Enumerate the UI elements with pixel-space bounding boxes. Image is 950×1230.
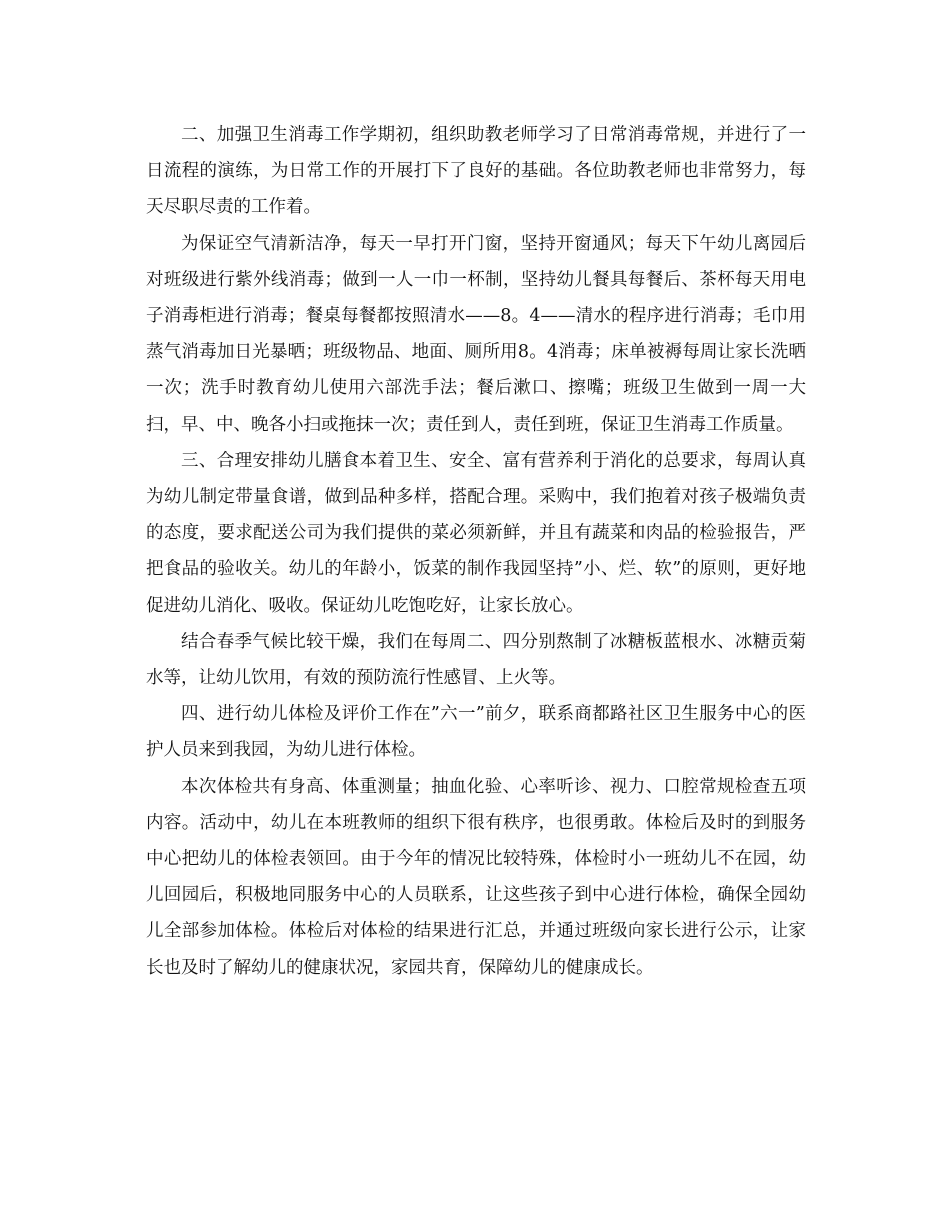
- document-body: [146, 117, 806, 986]
- paragraph-meal-arrangement: 三、合理安排幼儿膳食本着卫生、安全、富有营养利于消化的总要求，每周认真为幼儿制定带量食谱，做到品种多样，搭配合理。采购中，我们抱着对孩子极端负责的态度，要求配送公司为我们提供的菜必须新鲜，并且有蔬菜和肉品的检验报告，严把食品的验收关。幼儿的年龄小，饭菜的制作我园坚持”小、烂、软”的原则，更好地促进幼儿消化、吸收。保证幼儿吃饱吃好，让家长放心。: [146, 450, 806, 616]
- paragraph-spring-drinks: 结合春季气候比较干燥，我们在每周二、四分别熬制了冰糖板蓝根水、冰糖贡菊水等，让幼儿饮用，有效的预防流行性感冒、上火等。: [146, 631, 806, 689]
- paragraph-health-check-details: 本次体检共有身高、体重测量；抽血化验、心率听诊、视力、口腔常规检查五项内容。活动中，幼儿在本班教师的组织下很有秩序，也很勇敢。体检后及时的到服务中心把幼儿的体检表领回。由于今年的情况比较特殊，体检时小一班幼儿不在园，幼儿回园后，积极地同服务中心的人员联系，让这些孩子到中心进行体检，确保全园幼儿全部参加体检。体检后对体检的结果进行汇总，并通过班级向家长进行公示，让家长也及时了解幼儿的健康状况，家园共育，保障幼儿的健康成长。: [146, 776, 806, 978]
- paragraph-air-and-disinfection-measures: 为保证空气清新洁净，每天一早打开门窗，坚持开窗通风；每天下午幼儿离园后对班级进行紫外线消毒；做到一人一巾一杯制，坚持幼儿餐具每餐后、茶杯每天用电子消毒柜进行消毒；餐桌每餐都按照清水——8。4——清水的程序进行消毒；毛巾用蒸气消毒加日光暴晒；班级物品、地面、厕所用8。4消毒；床单被褥每周让家长洗晒一次；洗手时教育幼儿使用六部洗手法；餐后漱口、擦嘴；班级卫生做到一周一大扫，早、中、晚各小扫或拖抹一次；责任到人，责任到班，保证卫生消毒工作质量。: [146, 233, 806, 435]
- paragraph-health-check: 四、进行幼儿体检及评价工作在”六一”前夕，联系商都路社区卫生服务中心的医护人员来到我园，为幼儿进行体检。: [146, 704, 806, 761]
- paragraph-hygiene-disinfection: 二、加强卫生消毒工作学期初，组织助教老师学习了日常消毒常规，并进行了一日流程的演练，为日常工作的开展打下了良好的基础。各位助教老师也非常努力，每天尽职尽责的工作着。: [146, 125, 806, 218]
